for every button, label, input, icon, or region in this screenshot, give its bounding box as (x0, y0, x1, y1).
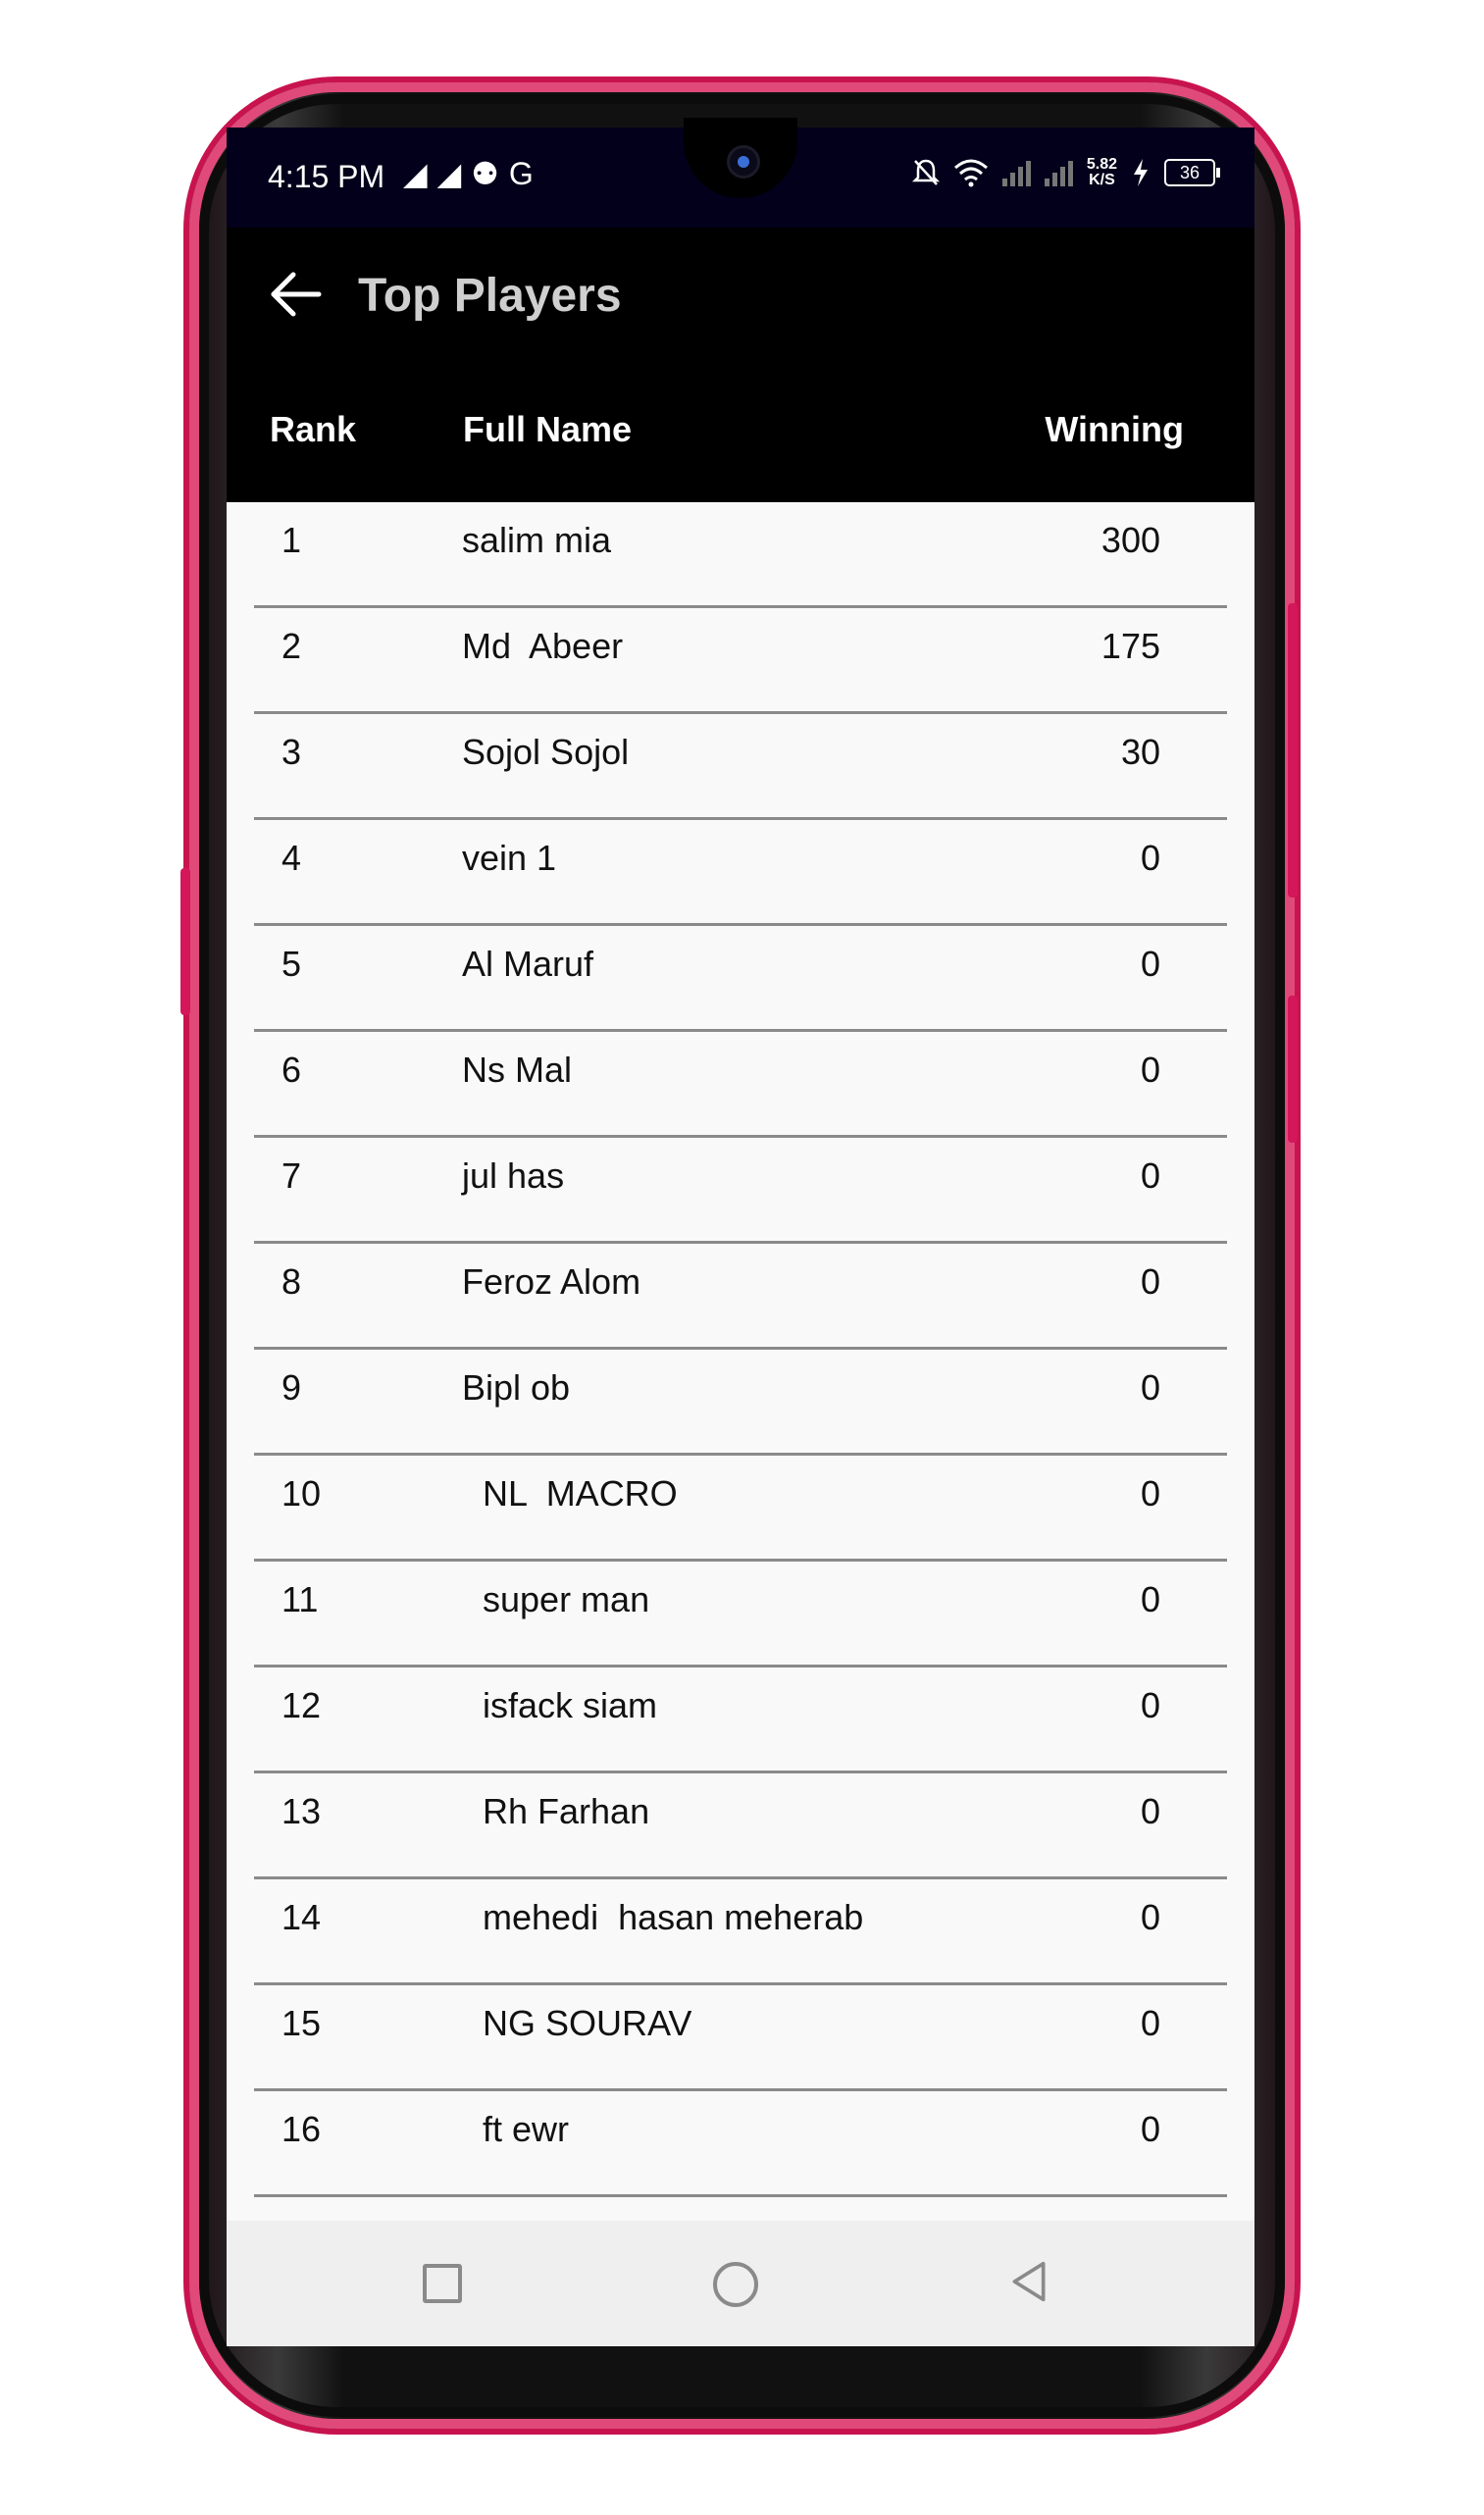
rank-cell: 7 (281, 1155, 302, 1196)
power-button (1288, 603, 1298, 898)
table-row[interactable] (254, 502, 1227, 608)
signal-icon (1002, 159, 1031, 186)
winning-cell: 0 (1140, 944, 1160, 984)
rank-cell: 9 (281, 1367, 302, 1408)
table-row[interactable] (254, 820, 1227, 926)
winning-cell: 0 (1140, 1791, 1160, 1831)
table-row[interactable] (254, 714, 1227, 820)
name-cell: salim mia (462, 520, 612, 560)
winning-cell: 0 (1140, 1050, 1160, 1090)
rank-cell: 15 (281, 2003, 322, 2043)
rank-cell: 10 (281, 1473, 322, 1514)
table-row[interactable] (254, 1773, 1227, 1879)
rank-cell: 14 (281, 1897, 322, 1937)
players-list[interactable] (227, 502, 1254, 2221)
rank-cell: 11 (281, 1579, 319, 1619)
name-cell: Al Maruf (462, 944, 594, 984)
rank-cell: 13 (281, 1791, 322, 1831)
table-header (227, 365, 1254, 502)
status-icons-right (912, 157, 1215, 188)
winning-cell: 0 (1140, 1897, 1160, 1937)
name-cell: vein 1 (462, 838, 557, 878)
rank-cell: 2 (281, 626, 302, 666)
name-cell: Sojol Sojol (462, 732, 630, 772)
winning-cell: 0 (1140, 1685, 1160, 1725)
signal-icon-2 (1045, 159, 1073, 186)
wifi-icon (953, 158, 989, 187)
name-cell: Rh Farhan (483, 1791, 650, 1831)
table-row[interactable] (254, 608, 1227, 714)
side-button (1288, 996, 1298, 1143)
winning-cell: 175 (1100, 626, 1160, 666)
rank-cell: 6 (281, 1050, 302, 1090)
name-cell: Md Abeer (462, 626, 624, 666)
table-row[interactable] (254, 1456, 1227, 1562)
charging-icon (1131, 158, 1151, 187)
network-speed (1087, 157, 1117, 188)
name-cell: Feroz Alom (462, 1261, 641, 1302)
rank-cell: 3 (281, 732, 302, 772)
column-header-winning: Winning (1045, 409, 1184, 449)
arrow-left-icon[interactable] (266, 265, 325, 324)
winning-cell: 0 (1140, 2109, 1160, 2149)
rank-cell: 16 (281, 2109, 322, 2149)
rank-cell: 12 (281, 1685, 322, 1725)
name-cell: super man (483, 1579, 650, 1619)
winning-cell: 0 (1140, 1367, 1160, 1408)
camera-notch (684, 118, 797, 198)
name-cell: NL MACRO (483, 1473, 678, 1514)
name-cell: Ns Mal (462, 1050, 573, 1090)
winning-cell: 0 (1140, 2003, 1160, 2043)
name-cell: mehedi hasan meherab (483, 1897, 864, 1937)
camera-icon (727, 145, 760, 179)
table-row[interactable] (254, 1668, 1227, 1773)
name-cell: NG SOURAV (483, 2003, 692, 2043)
column-header-full-name: Full Name (463, 409, 633, 449)
recent-apps-icon[interactable] (423, 2264, 462, 2303)
table-row[interactable] (254, 1032, 1227, 1138)
notification-icons: ◢◢⚉G (403, 156, 543, 191)
status-bar (227, 128, 1254, 228)
column-header-rank: Rank (270, 409, 357, 449)
table-row[interactable] (254, 1138, 1227, 1244)
rank-cell: 5 (281, 944, 302, 984)
system-nav-bar (227, 2221, 1254, 2346)
back-triangle-icon[interactable] (1007, 2260, 1050, 2303)
winning-cell: 0 (1140, 1155, 1160, 1196)
winning-cell: 0 (1140, 1261, 1160, 1302)
table-row[interactable] (254, 2091, 1227, 2197)
table-row[interactable] (254, 1350, 1227, 1456)
page-title: Top Players (358, 270, 622, 322)
name-cell: isfack siam (483, 1685, 658, 1725)
table-row[interactable] (254, 926, 1227, 1032)
table-row[interactable] (254, 1879, 1227, 1985)
winning-cell: 0 (1140, 1579, 1160, 1619)
winning-cell: 30 (1120, 732, 1160, 772)
winning-cell: 0 (1140, 838, 1160, 878)
status-time: 4:15 PM (268, 159, 385, 194)
name-cell: ft ewr (483, 2109, 570, 2149)
rank-cell: 1 (281, 520, 302, 560)
table-row[interactable] (254, 1562, 1227, 1668)
table-row[interactable] (254, 1244, 1227, 1350)
app-bar (227, 228, 1254, 365)
home-icon[interactable] (713, 2262, 758, 2307)
phone-screen (227, 128, 1254, 2346)
bell-off-icon (912, 158, 940, 187)
table-row[interactable] (254, 1985, 1227, 2091)
rank-cell: 4 (281, 838, 302, 878)
name-cell: jul has (462, 1155, 565, 1196)
winning-cell: 300 (1100, 520, 1160, 560)
volume-button (180, 868, 190, 1015)
winning-cell: 0 (1140, 1473, 1160, 1514)
rank-cell: 8 (281, 1261, 302, 1302)
battery-icon: 36 (1164, 159, 1215, 186)
name-cell: Bipl ob (462, 1367, 571, 1408)
network-speed-unit: K/S (1089, 172, 1115, 188)
network-speed-value: 5.82 (1086, 156, 1117, 173)
